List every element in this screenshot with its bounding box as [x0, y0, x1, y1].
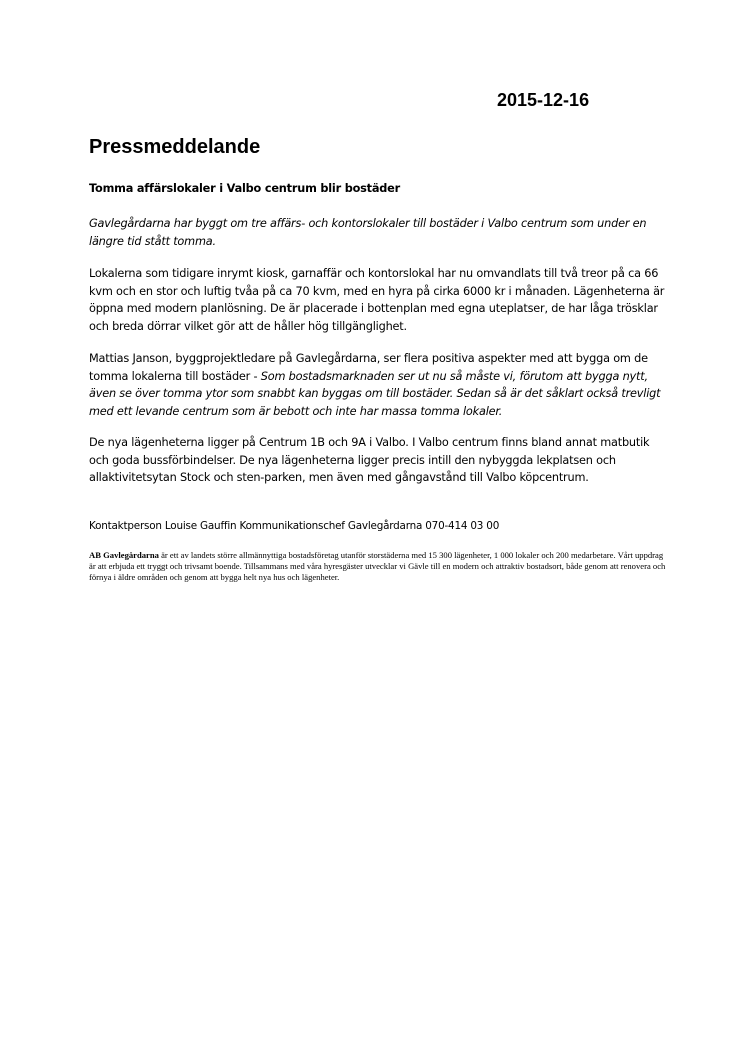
company-description: är ett av landets större allmännyttiga bostadsföretag utanför storstäderna med 15 300 lägenheter, 1 000 lokaler och 200 medarbetare. Vårt uppdrag är att erbjuda ett tryggt och trivsamt boende. Tillsammans med våra hyresgäster utvecklar vi Gävle till en modern och attraktiv bostadsort, både genom att renovera och förnya i äldre områden och genom att bygga helt nya hus och lägenheter. [89, 550, 666, 583]
body-paragraph-location: De nya lägenheterna ligger på Centrum 1B och 9A i Valbo. I Valbo centrum finns bland annat matbutik och goda bussförbindelser. De nya lägenheterna ligger precis intill den nybyggda lekplatsen och allaktivitetsytan Stock och sten-parken, men även med gångavstånd till Valbo köpcentrum. [89, 436, 650, 484]
company-boilerplate [89, 550, 669, 584]
company-name: AB Gavlegårdarna [89, 550, 159, 560]
document-heading: Pressmeddelande [89, 136, 261, 158]
body-paragraph-quote [89, 350, 669, 420]
quote-intro: Mattias Janson, byggprojektledare på Gavlegårdarna, ser flera positiva aspekter med att bygga om de tomma lokalerna till bostäder - [89, 352, 648, 383]
quote-text: Som bostadsmarknaden ser ut nu så måste vi, förutom att bygga nytt, även se över tomma ytor som snabbt kan byggas om till bostäder. Sedan så är det såklart också trevligt med ett levande centrum som är bebott och inte har massa tomma lokaler. [89, 369, 661, 418]
document-date: 2015-12-16 [497, 90, 590, 110]
contact-line: Kontaktperson Louise Gauffin Kommunikationschef Gavlegårdarna 070-414 03 00 [89, 520, 500, 532]
lead-paragraph: Gavlegårdarna har byggt om tre affärs- och kontorslokaler till bostäder i Valbo centrum som under en längre tid stått tomma. [89, 217, 647, 248]
body-paragraph-apartments: Lokalerna som tidigare inrymt kiosk, garnaffär och kontorslokal har nu omvandlats till två treor på ca 66 kvm och en stor och luftig tvåa på ca 70 kvm, med en hyra på cirka 6000 kr i månaden. Lägenheterna är öppna med modern planlösning. De är placerade i bottenplan med egna uteplatser, de har låga trösklar och breda dörrar vilket gör att de håller hög tillgänglighet. [89, 267, 665, 333]
press-release-title: Tomma affärslokaler i Valbo centrum blir bostäder [89, 182, 401, 195]
